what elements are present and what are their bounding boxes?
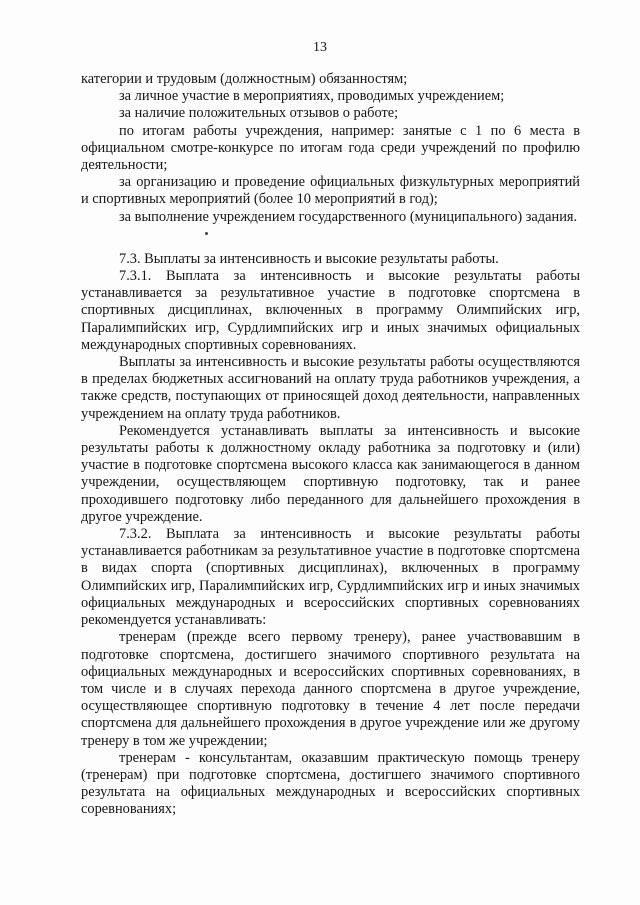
paragraph-7-3-2: 7.3.2. Выплата за интенсивность и высокие результаты работы устанавливается работникам за результативное участие в подготовке спортсмена в видах спорта (спортивных дисциплинах), включенных в программу Олимпийских игр, Паралимпийских игр, Сурдлимпийских игр и иных значимых официальных международных и всероссийских спортивных соревнованиях рекомендуется устанавливать: (81, 526, 580, 629)
page-number: 13 (313, 40, 327, 55)
scan-speck (205, 232, 208, 235)
paragraph-events-organization: за организацию и проведение официальных физкультурных мероприятий и спортивных мероприятий (более 10 мероприятий в год); (81, 174, 580, 208)
document-body (81, 71, 580, 819)
paragraph-payments-limits: Выплаты за интенсивность и высокие результаты работы осуществляются в пределах бюджетных ассигнований на оплату труда работников учреждения, а также средств, поступающих от приносящей доход деятельности, направленных учреждением на оплату труда работников. (81, 354, 580, 422)
paragraph-state-task: за выполнение учреждением государственного (муниципального) задания. (119, 208, 578, 225)
paragraph-categories: категории и трудовым (должностным) обязанностям; (81, 71, 408, 87)
paragraph-first-coaches: тренерам (прежде всего первому тренеру), ранее участвовавшим в подготовке спортсмена, достигшего значимого спортивного результата на официальных международных и всероссийских спортивных соревнованиях, в том числе и в случаях перехода данного спортсмена в другое учреждение, осуществляющее спортивную подготовку в течение 4 лет после передачи спортсмена для дальнейшего прохождения в другое учреждение или же другому тренеру в том же учреждении; (81, 629, 580, 749)
paragraph-recommendation: Рекомендуется устанавливать выплаты за интенсивность и высокие результаты работы к должностному окладу работника за подготовку и (или) участие в подготовке спортсмена высокого класса как занимающегося в данном учреждении, осуществляющем спортивную подготовку, так и ранее проходившего подготовку либо переданного для дальнейшего прохождения в другое учреждение. (81, 422, 580, 525)
paragraph-7-3-1: 7.3.1. Выплата за интенсивность и высокие результаты работы устанавливается за результативное участие в подготовке спортсмена в спортивных дисциплинах, включенных в программу Олимпийских игр, Паралимпийских игр, Сурдлимпийских игр и иных значимых официальных международных спортивных соревнованиях. (81, 268, 580, 353)
paragraph-consultant-coaches: тренерам - консультантам, оказавшим практическую помощь тренеру (тренерам) при подготовке спортсмена, достигшего значимого спортивного результата на официальных международных и всероссийских спортивных соревнованиях; (81, 749, 580, 818)
paragraph-personal-participation: за личное участие в мероприятиях, проводимых учреждением; (119, 88, 505, 105)
section-heading-7-3: 7.3. Выплаты за интенсивность и высокие результаты работы. (119, 250, 499, 267)
paragraph-positive-reviews: за наличие положительных отзывов о работе; (119, 105, 399, 122)
paragraph-work-results: по итогам работы учреждения, например: занятые с 1 по 6 места в официальном смотре-конкурсе по итогам года среди учреждений по профилю деятельности; (81, 122, 580, 174)
